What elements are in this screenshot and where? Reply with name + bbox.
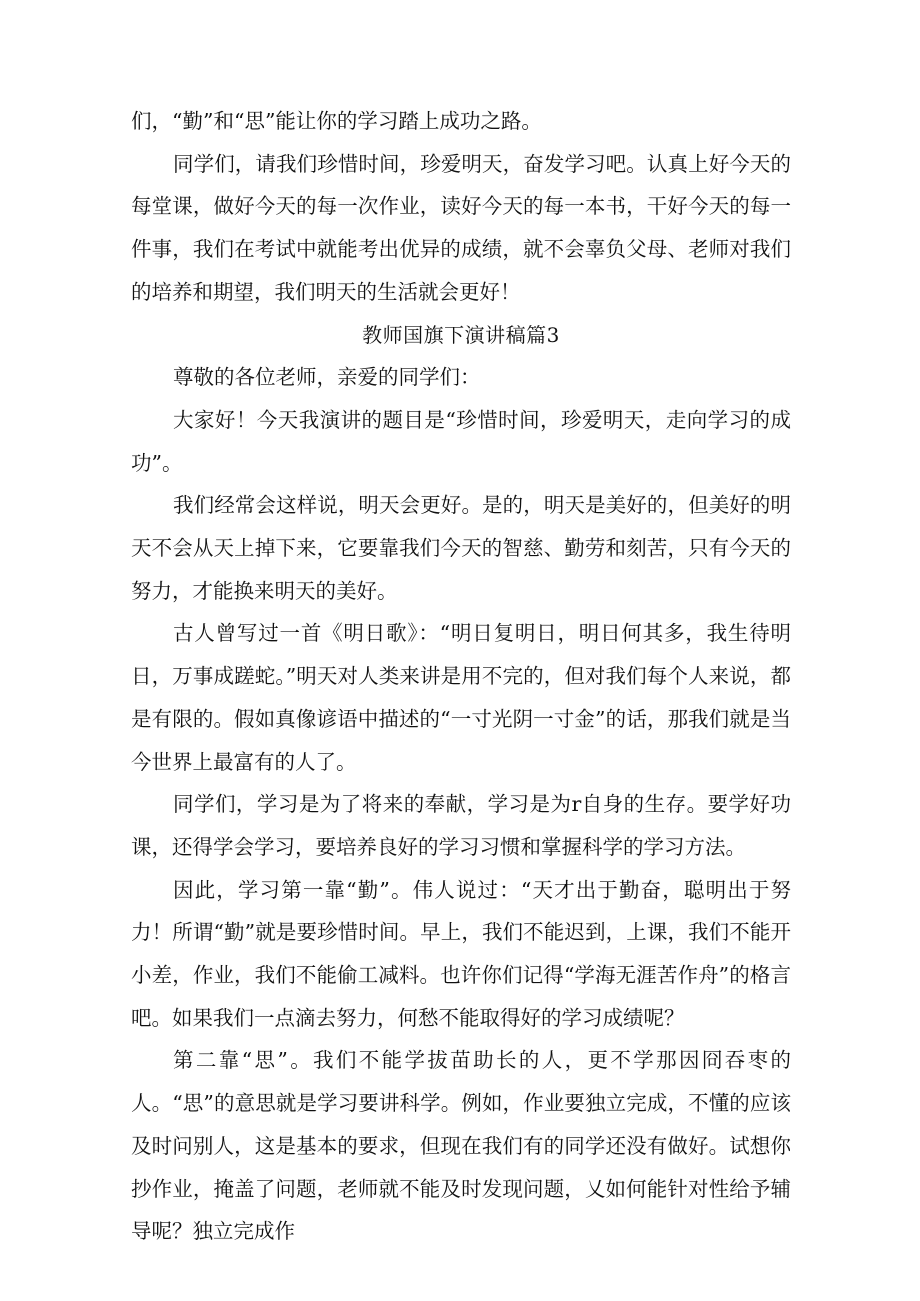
paragraph-tomorrow-song: 古人曾写过一首《明日歌》：“明日复明日，明日何其多，我生待明日，万事成蹉蛇。”明天对人类来讲是用不完的，但对我们每个人来说，都是有限的。假如真像谚语中描述的“一寸光阴一寸金”的话，那我们就是当今世界上最富有的人了。 <box>131 621 791 774</box>
section-title: 教师国旗下演讲稿篇3 <box>362 322 560 347</box>
paragraph-thinking: 第二靠“思”。我们不能学拔苗助长的人，更不学那因冏吞枣的人。“思”的意思就是学习要讲科学。例如，作业要独立完成，不懂的应该及时问别人，这是基本的要求，但现在我们有的同学还没有做好。试想你抄作业，掩盖了问题，老师就不能及时发现问题，乂如何能针对性给予辅导呢？独立完成作 <box>131 1048 791 1244</box>
paragraph-cherish-time: 同学们，请我们珍惜时间，珍爱明天，奋发学习吧。认真上好今天的每堂课，做好今天的每一次作业，读好今天的每一本书，干好今天的每一件事，我们在考试中就能考出优异的成绩，就不会辜负父母、老师对我们的培养和期望，我们明天的生活就会更好！ <box>131 151 791 304</box>
paragraph-diligence: 因此，学习第一靠“勤”。伟人说过：“天才出于勤奋，聪明出于努力！所谓“勤”就是要珍惜时间。早上，我们不能迟到，上课，我们不能开小差，作业，我们不能偷工减料。也许你们记得“学海无涯苦作舟”的格言吧。如果我们一点滴去努力，何愁不能取得好的学习成绩呢？ <box>131 877 791 1030</box>
paragraph-greeting: 大家好！今天我演讲的题目是“珍惜时间，珍爱明天，走向学习的成功”。 <box>131 407 791 475</box>
document-page <box>131 100 791 1253</box>
paragraph-purpose-of-study: 同学们，学习是为了将来的奉献，学习是为r自身的生存。要学好功课，还得学会学习，要培养良好的学习习惯和掌握科学的学习方法。 <box>131 792 791 859</box>
paragraph-continued: 们，“勤”和“思”能让你的学习踏上成功之路。 <box>131 109 542 133</box>
paragraph-tomorrow: 我们经常会这样说，明天会更好。是的，明天是美好的，但美好的明天不会从天上掉下来，它要靠我们今天的智慈、勤劳和刻苦，只有今天的努力，才能换来明天的美好。 <box>131 493 791 603</box>
paragraph-salutation: 尊敬的各位老师，亲爱的同学们： <box>173 365 481 390</box>
